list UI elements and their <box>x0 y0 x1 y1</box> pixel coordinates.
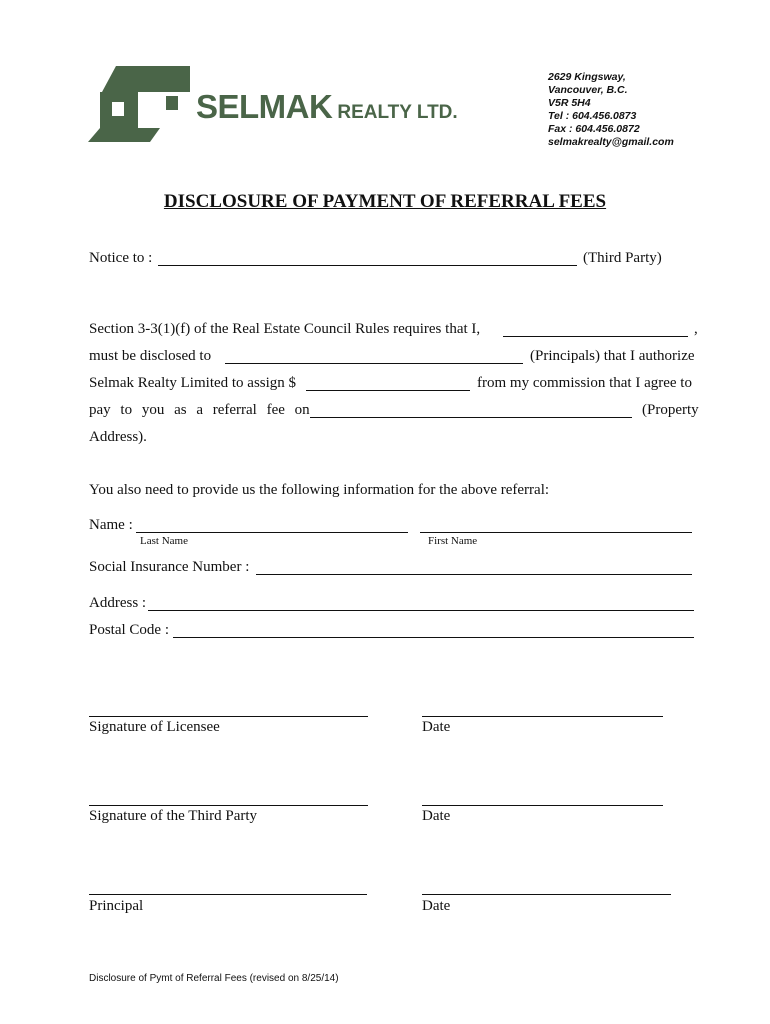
paragraph-line5-text: Address). <box>89 429 147 445</box>
paragraph-line3-text: Selmak Realty Limited to assign $ <box>89 375 297 391</box>
house-logo-icon <box>88 66 192 144</box>
paragraph-line4-suffix: (Property <box>642 402 699 418</box>
principal-date-field[interactable] <box>422 894 671 895</box>
principals-field[interactable] <box>225 363 523 364</box>
last-name-caption: Last Name <box>140 535 188 547</box>
licensee-date-label: Date <box>422 719 451 735</box>
property-address-field[interactable] <box>310 417 632 418</box>
address-line: 2629 Kingsway, <box>548 71 626 83</box>
footer-text: Disclosure of Pymt of Referral Fees (revised on 8/25/14) <box>89 973 339 984</box>
licensee-date-field[interactable] <box>422 716 663 717</box>
licensee-name-field[interactable] <box>503 336 688 337</box>
address-line: Vancouver, B.C. <box>548 84 628 96</box>
info-intro-text: You also need to provide us the following information for the above referral: <box>89 482 550 498</box>
first-name-field[interactable] <box>420 532 692 533</box>
paragraph-line4-text: pay to you as a referral fee on <box>89 402 310 418</box>
fax-line: Fax : 604.456.0872 <box>548 123 640 135</box>
first-name-caption: First Name <box>428 535 478 547</box>
document-title: DISCLOSURE OF PAYMENT OF REFERRAL FEES <box>163 191 607 212</box>
company-name: SELMAK <box>196 88 333 125</box>
sin-label: Social Insurance Number : <box>89 559 250 575</box>
paragraph-line3-suffix: from my commission that I agree to <box>477 375 692 391</box>
name-label: Name : <box>89 517 133 533</box>
amount-field[interactable] <box>306 390 470 391</box>
address-field[interactable] <box>148 610 694 611</box>
licensee-signature-field[interactable] <box>89 716 368 717</box>
third-party-date-field[interactable] <box>422 805 663 806</box>
principal-signature-field[interactable] <box>89 894 367 895</box>
company-name-suffix: REALTY LTD. <box>337 102 458 123</box>
phone-line: Tel : 604.456.0873 <box>548 110 637 122</box>
address-line: V5R 5H4 <box>548 97 591 109</box>
paragraph-line1-comma: , <box>694 321 698 337</box>
paragraph-line2-text: must be disclosed to <box>89 348 212 364</box>
postal-code-field[interactable] <box>173 637 694 638</box>
notice-suffix: (Third Party) <box>583 250 662 266</box>
principal-date-label: Date <box>422 898 451 914</box>
third-party-signature-field[interactable] <box>89 805 368 806</box>
last-name-field[interactable] <box>136 532 408 533</box>
principal-signature-label: Principal <box>89 898 144 914</box>
postal-code-label: Postal Code : <box>89 622 170 638</box>
sin-field[interactable] <box>256 574 692 575</box>
third-party-date-label: Date <box>422 808 451 824</box>
third-party-signature-label: Signature of the Third Party <box>89 808 258 824</box>
address-label: Address : <box>89 595 147 611</box>
notice-label: Notice to : <box>89 250 153 266</box>
licensee-signature-label: Signature of Licensee <box>89 719 220 735</box>
company-address <box>548 71 674 149</box>
paragraph-line2-suffix: (Principals) that I authorize <box>530 348 695 364</box>
email-line: selmakrealty@gmail.com <box>548 136 674 148</box>
paragraph-line1-text: Section 3-3(1)(f) of the Real Estate Council Rules requires that I, <box>89 321 481 337</box>
notice-to-field[interactable] <box>158 265 577 266</box>
